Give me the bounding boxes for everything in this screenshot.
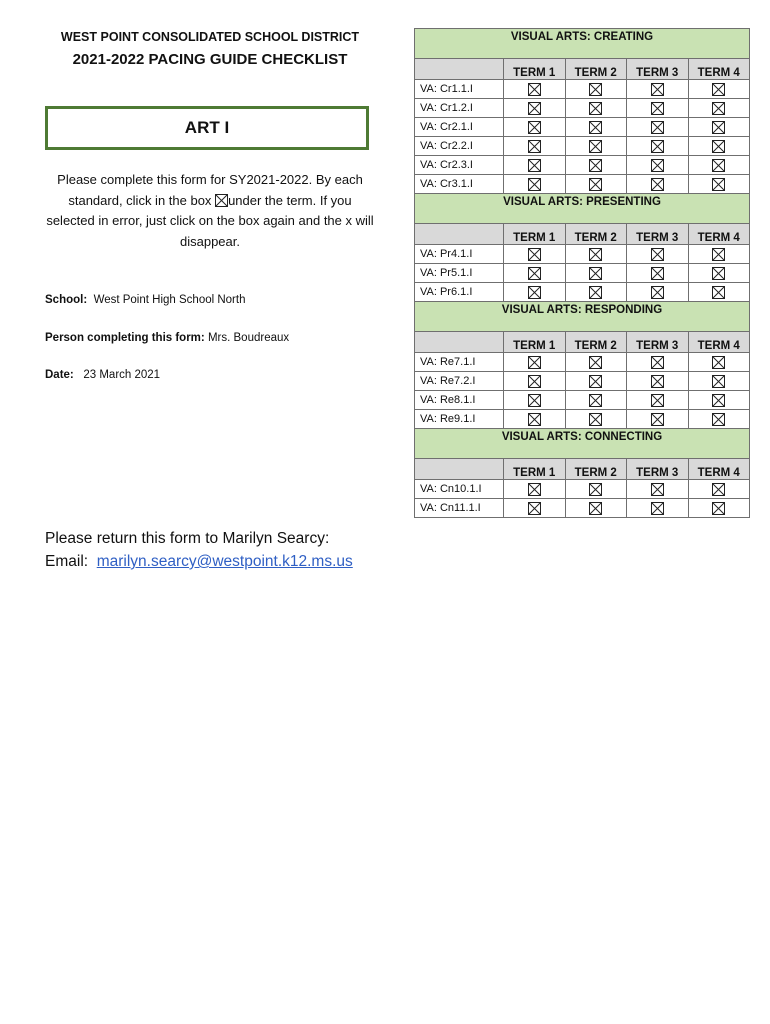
term-checkbox-cell [688, 118, 750, 137]
checked-box-icon[interactable] [589, 394, 602, 407]
checked-box-icon[interactable] [589, 267, 602, 280]
checked-box-icon[interactable] [712, 121, 725, 134]
term-checkbox-cell [565, 118, 627, 137]
term-checkbox-cell [688, 353, 750, 372]
standard-code: VA: Re8.1.I [415, 391, 504, 410]
checked-box-icon[interactable] [589, 375, 602, 388]
checked-box-icon[interactable] [651, 267, 664, 280]
checked-box-icon[interactable] [589, 356, 602, 369]
term-checkbox-cell [565, 99, 627, 118]
term-checkbox-cell [504, 137, 566, 156]
standard-row [415, 353, 750, 372]
term-header: TERM 4 [688, 59, 750, 80]
email-label: Email: [45, 553, 89, 570]
term-header: TERM 4 [688, 459, 750, 480]
standard-row [415, 175, 750, 194]
checked-box-icon[interactable] [589, 102, 602, 115]
return-text: Please return this form to Marilyn Searcy: [45, 530, 330, 547]
term-checkbox-cell [504, 99, 566, 118]
term-checkbox-cell [565, 499, 627, 518]
term-checkbox-cell [565, 410, 627, 429]
checked-box-icon[interactable] [651, 483, 664, 496]
standard-code: VA: Cr2.1.I [415, 118, 504, 137]
checked-box-icon[interactable] [712, 483, 725, 496]
checked-box-icon[interactable] [651, 356, 664, 369]
checked-box-icon[interactable] [651, 178, 664, 191]
term-checkbox-cell [504, 410, 566, 429]
term-header: TERM 1 [504, 224, 566, 245]
term-header: TERM 2 [565, 59, 627, 80]
term-checkbox-cell [565, 137, 627, 156]
standard-code: VA: Cr1.2.I [415, 99, 504, 118]
term-checkbox-cell [688, 99, 750, 118]
term-header: TERM 3 [627, 59, 689, 80]
district-name: WEST POINT CONSOLIDATED SCHOOL DISTRICT [60, 30, 360, 44]
term-header: TERM 4 [688, 332, 750, 353]
standard-code: VA: Re7.1.I [415, 353, 504, 372]
term-checkbox-cell [504, 156, 566, 175]
term-checkbox-cell [688, 372, 750, 391]
term-checkbox-cell [627, 137, 689, 156]
header-blank-cell [415, 224, 504, 245]
term-checkbox-cell [565, 480, 627, 499]
standard-row [415, 156, 750, 175]
term-header: TERM 4 [688, 224, 750, 245]
term-checkbox-cell [504, 175, 566, 194]
standard-row [415, 80, 750, 99]
standard-code: VA: Pr5.1.I [415, 264, 504, 283]
checked-box-icon[interactable] [651, 102, 664, 115]
checked-box-icon[interactable] [528, 178, 541, 191]
term-checkbox-cell [688, 175, 750, 194]
checked-box-icon[interactable] [589, 413, 602, 426]
term-checkbox-cell [504, 353, 566, 372]
checked-box-icon[interactable] [589, 121, 602, 134]
checked-box-icon[interactable] [651, 121, 664, 134]
term-checkbox-cell [627, 264, 689, 283]
school-value[interactable]: West Point High School North [93, 294, 246, 306]
checked-box-icon[interactable] [589, 286, 602, 299]
checked-box-icon[interactable] [528, 483, 541, 496]
checked-box-icon[interactable] [712, 159, 725, 172]
checked-box-icon[interactable] [589, 159, 602, 172]
section-title: VISUAL ARTS: CREATING [415, 29, 750, 59]
term-checkbox-cell [504, 480, 566, 499]
person-value[interactable]: Mrs. Boudreaux [207, 332, 290, 344]
term-checkbox-cell [627, 391, 689, 410]
checked-box-icon[interactable] [528, 121, 541, 134]
term-checkbox-cell [627, 372, 689, 391]
term-checkbox-cell [565, 391, 627, 410]
term-checkbox-cell [565, 264, 627, 283]
header-blank-cell [415, 459, 504, 480]
term-header: TERM 3 [627, 459, 689, 480]
term-checkbox-cell [504, 264, 566, 283]
standard-row [415, 410, 750, 429]
standard-row [415, 283, 750, 302]
term-checkbox-cell [504, 80, 566, 99]
section-header-row [415, 429, 750, 459]
term-checkbox-cell [627, 245, 689, 264]
checked-box-icon[interactable] [528, 159, 541, 172]
section-header-row [415, 29, 750, 59]
term-header-row [415, 459, 750, 480]
standard-code: VA: Re7.2.I [415, 372, 504, 391]
section-title: VISUAL ARTS: RESPONDING [415, 302, 750, 332]
term-checkbox-cell [688, 391, 750, 410]
school-field [45, 294, 245, 306]
course-box [45, 106, 369, 150]
header-blank-cell [415, 332, 504, 353]
checked-box-icon[interactable] [528, 248, 541, 261]
checked-box-icon[interactable] [651, 394, 664, 407]
standard-code: VA: Pr4.1.I [415, 245, 504, 264]
checked-box-icon[interactable] [651, 413, 664, 426]
return-info [45, 527, 353, 573]
term-checkbox-cell [627, 156, 689, 175]
checked-box-icon[interactable] [712, 502, 725, 515]
term-checkbox-cell [688, 245, 750, 264]
term-header: TERM 3 [627, 224, 689, 245]
standard-code: VA: Cn10.1.I [415, 480, 504, 499]
term-checkbox-cell [504, 372, 566, 391]
term-checkbox-cell [627, 480, 689, 499]
checked-box-icon[interactable] [528, 83, 541, 96]
term-checkbox-cell [627, 283, 689, 302]
term-header-row [415, 224, 750, 245]
term-checkbox-cell [565, 156, 627, 175]
term-checkbox-cell [688, 264, 750, 283]
date-value[interactable]: 23 March 2021 [83, 369, 161, 381]
person-label: Person completing this form: [45, 332, 205, 344]
term-header: TERM 2 [565, 224, 627, 245]
standard-code: VA: Cr2.3.I [415, 156, 504, 175]
checked-box-icon[interactable] [589, 483, 602, 496]
date-label: Date: [45, 369, 74, 381]
checked-box-icon[interactable] [528, 413, 541, 426]
checkbox-example-icon [215, 194, 228, 207]
pacing-checklist-table [414, 28, 750, 518]
checked-box-icon[interactable] [651, 502, 664, 515]
checked-box-icon[interactable] [589, 83, 602, 96]
checked-box-icon[interactable] [528, 375, 541, 388]
checked-box-icon[interactable] [712, 248, 725, 261]
checked-box-icon[interactable] [651, 375, 664, 388]
term-header-row [415, 59, 750, 80]
term-checkbox-cell [627, 99, 689, 118]
standard-row [415, 118, 750, 137]
standard-row [415, 137, 750, 156]
checked-box-icon[interactable] [589, 178, 602, 191]
checked-box-icon[interactable] [528, 102, 541, 115]
checked-box-icon[interactable] [589, 502, 602, 515]
term-checkbox-cell [688, 480, 750, 499]
checked-box-icon[interactable] [528, 140, 541, 153]
email-line [45, 550, 353, 573]
standard-code: VA: Cr1.1.I [415, 80, 504, 99]
standard-code: VA: Cr3.1.I [415, 175, 504, 194]
checked-box-icon[interactable] [651, 83, 664, 96]
checked-box-icon[interactable] [712, 375, 725, 388]
term-checkbox-cell [504, 391, 566, 410]
checked-box-icon[interactable] [712, 286, 725, 299]
term-checkbox-cell [627, 353, 689, 372]
checked-box-icon[interactable] [528, 394, 541, 407]
school-label: School: [45, 294, 88, 306]
checked-box-icon[interactable] [589, 248, 602, 261]
header-blank-cell [415, 59, 504, 80]
instructions-text-2: under the term. If you selected in error, just click on the box again and the x will disappear. [46, 192, 374, 249]
checked-box-icon[interactable] [589, 140, 602, 153]
term-checkbox-cell [627, 410, 689, 429]
person-field [45, 332, 289, 344]
section-title: VISUAL ARTS: CONNECTING [415, 429, 750, 459]
term-checkbox-cell [504, 283, 566, 302]
section-title: VISUAL ARTS: PRESENTING [415, 194, 750, 224]
checked-box-icon[interactable] [712, 413, 725, 426]
term-checkbox-cell [565, 372, 627, 391]
standard-row [415, 264, 750, 283]
standard-code: VA: Pr6.1.I [415, 283, 504, 302]
term-header: TERM 2 [565, 459, 627, 480]
term-checkbox-cell [565, 245, 627, 264]
standard-row [415, 480, 750, 499]
checked-box-icon[interactable] [528, 267, 541, 280]
checked-box-icon[interactable] [712, 178, 725, 191]
checked-box-icon[interactable] [528, 502, 541, 515]
term-checkbox-cell [504, 245, 566, 264]
term-header-row [415, 332, 750, 353]
term-checkbox-cell [504, 499, 566, 518]
checked-box-icon[interactable] [712, 267, 725, 280]
term-checkbox-cell [565, 175, 627, 194]
term-checkbox-cell [688, 156, 750, 175]
term-checkbox-cell [504, 118, 566, 137]
term-checkbox-cell [565, 353, 627, 372]
term-header: TERM 2 [565, 332, 627, 353]
term-checkbox-cell [627, 118, 689, 137]
standard-row [415, 391, 750, 410]
term-checkbox-cell [688, 499, 750, 518]
standard-code: VA: Cn11.1.I [415, 499, 504, 518]
section-header-row [415, 302, 750, 332]
standard-code: VA: Re9.1.I [415, 410, 504, 429]
page-title: 2021-2022 PACING GUIDE CHECKLIST [72, 51, 348, 68]
term-checkbox-cell [565, 283, 627, 302]
checked-box-icon[interactable] [712, 140, 725, 153]
checked-box-icon[interactable] [651, 248, 664, 261]
checked-box-icon[interactable] [651, 286, 664, 299]
instructions [45, 170, 375, 252]
checked-box-icon[interactable] [651, 140, 664, 153]
standard-row [415, 372, 750, 391]
checked-box-icon[interactable] [712, 83, 725, 96]
term-checkbox-cell [627, 499, 689, 518]
course-title: ART I [184, 118, 230, 137]
email-link[interactable]: marilyn.searcy@westpoint.k12.ms.us [96, 553, 353, 570]
term-checkbox-cell [688, 80, 750, 99]
term-checkbox-cell [688, 137, 750, 156]
term-header: TERM 1 [504, 332, 566, 353]
standard-row [415, 99, 750, 118]
section-header-row [415, 194, 750, 224]
standard-code: VA: Cr2.2.I [415, 137, 504, 156]
checked-box-icon[interactable] [712, 356, 725, 369]
checked-box-icon[interactable] [528, 356, 541, 369]
standard-row [415, 245, 750, 264]
term-header: TERM 3 [627, 332, 689, 353]
term-header: TERM 1 [504, 59, 566, 80]
term-checkbox-cell [688, 410, 750, 429]
term-checkbox-cell [627, 80, 689, 99]
term-checkbox-cell [688, 283, 750, 302]
term-header: TERM 1 [504, 459, 566, 480]
checked-box-icon[interactable] [651, 159, 664, 172]
checked-box-icon[interactable] [712, 102, 725, 115]
term-checkbox-cell [627, 175, 689, 194]
standard-row [415, 499, 750, 518]
checked-box-icon[interactable] [712, 394, 725, 407]
term-checkbox-cell [565, 80, 627, 99]
checked-box-icon[interactable] [528, 286, 541, 299]
date-field [45, 369, 160, 381]
instructions-text-1: Please complete this form for SY2021-2022. By each standard, click in the box [57, 172, 363, 208]
